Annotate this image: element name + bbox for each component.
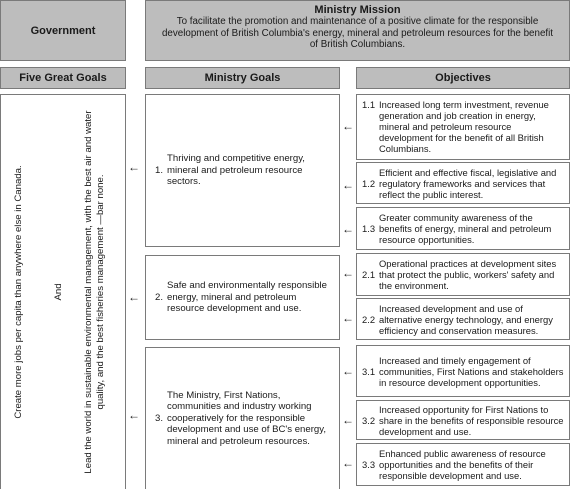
arrow-left-icon: ← <box>342 413 354 427</box>
objective-3-1 <box>356 345 570 397</box>
arrow-left-icon: ← <box>342 311 354 325</box>
header-ministry-goals-label: Ministry Goals <box>204 72 281 84</box>
arrow-left-icon: ← <box>128 408 140 422</box>
objective-2-2 <box>356 298 570 340</box>
header-five-great-goals-label: Five Great Goals <box>19 72 107 84</box>
goal-text: Thriving and competitive energy, mineral and petroleum resource sectors. <box>167 153 305 188</box>
arrow-left-icon: ← <box>128 160 140 174</box>
ministry-goal-2 <box>145 255 340 340</box>
arrow-left-icon: ← <box>342 456 354 470</box>
government-label: Government <box>30 24 96 37</box>
objective-text: Greater community awareness of the benefits of energy, mineral and petroleum resource opportunities. <box>379 212 552 245</box>
objective-number: 2.1 <box>362 269 376 280</box>
goal-number: 3. <box>155 412 164 424</box>
objective-text: Efficient and effective fiscal, legislative and regulatory frameworks and services that reflect the public interest. <box>379 166 557 200</box>
objective-number: 2.2 <box>362 313 376 325</box>
goal-number: 2. <box>155 291 164 303</box>
goal-text: Safe and environmentally responsible energy, mineral and petroleum resource development and use. <box>167 280 328 315</box>
objective-1-1 <box>356 94 570 160</box>
arrow-left-icon: ← <box>342 364 354 378</box>
objective-number: 3.2 <box>362 414 376 426</box>
objective-number: 3.1 <box>362 365 376 377</box>
objective-text: Enhanced public awareness of resource opportunities and the benefits of their responsible development and use. <box>379 448 546 481</box>
great-goal-environment-b: quality, and the best fisheries management —bar none. <box>95 174 106 410</box>
arrow-left-icon: ← <box>342 119 354 133</box>
objective-number: 1.2 <box>362 177 376 189</box>
government-box <box>0 0 126 61</box>
header-objectives <box>356 67 570 89</box>
objective-text: Increased and timely engagement of communities, First Nations and stakeholders in resource development opportunities. <box>379 354 564 388</box>
great-goal-environment-a: Lead the world in sustainable environmental management, with the best air and water <box>83 110 94 474</box>
ministry-goal-1 <box>145 94 340 247</box>
ministry-mission-box <box>145 0 570 61</box>
great-goal-jobs: Create more jobs per capita than anywhere else in Canada. <box>13 165 24 419</box>
objective-text: Operational practices at development sites that protect the public, workers' safety and the environment. <box>379 258 557 291</box>
objective-text: Increased opportunity for First Nations to share in the benefits of responsible resource development and use. <box>379 403 564 437</box>
arrow-left-icon: ← <box>342 178 354 192</box>
arrow-left-icon: ← <box>342 266 354 280</box>
five-great-goals-box <box>0 94 126 489</box>
arrow-left-icon: ← <box>128 290 140 304</box>
goal-text: The Ministry, First Nations, communities and industry working cooperatively for the responsible development and use of BC's energy, mineral and petroleum resources. <box>167 389 326 447</box>
objective-text: Increased long term investment, revenue generation and job creation in energy, mineral and petroleum resource development for the benefit of all British Columbians. <box>379 99 549 154</box>
objective-2-1 <box>356 253 570 296</box>
objective-number: 3.3 <box>362 459 376 470</box>
header-five-great-goals <box>0 67 126 89</box>
objective-number: 1.3 <box>362 223 376 234</box>
objective-3-2 <box>356 400 570 440</box>
mission-text: To facilitate the promotion and maintenance of a positive climate for the responsible development of British Columbia's energy, mineral and petroleum resources for the benefit of British Columbians. <box>161 16 554 50</box>
objective-1-3 <box>356 207 570 250</box>
mission-title: Ministry Mission <box>314 4 401 16</box>
objective-number: 1.1 <box>362 99 376 110</box>
objective-3-3 <box>356 443 570 486</box>
ministry-goal-3 <box>145 347 340 489</box>
header-ministry-goals <box>145 67 340 89</box>
header-objectives-label: Objectives <box>435 72 491 84</box>
arrow-left-icon: ← <box>342 222 354 236</box>
great-goal-and: And <box>53 283 64 301</box>
goal-number: 1. <box>155 164 164 176</box>
objective-text: Increased development and use of alternative energy technology, and energy efficiency and conservation measures. <box>379 302 553 336</box>
objective-1-2 <box>356 162 570 204</box>
